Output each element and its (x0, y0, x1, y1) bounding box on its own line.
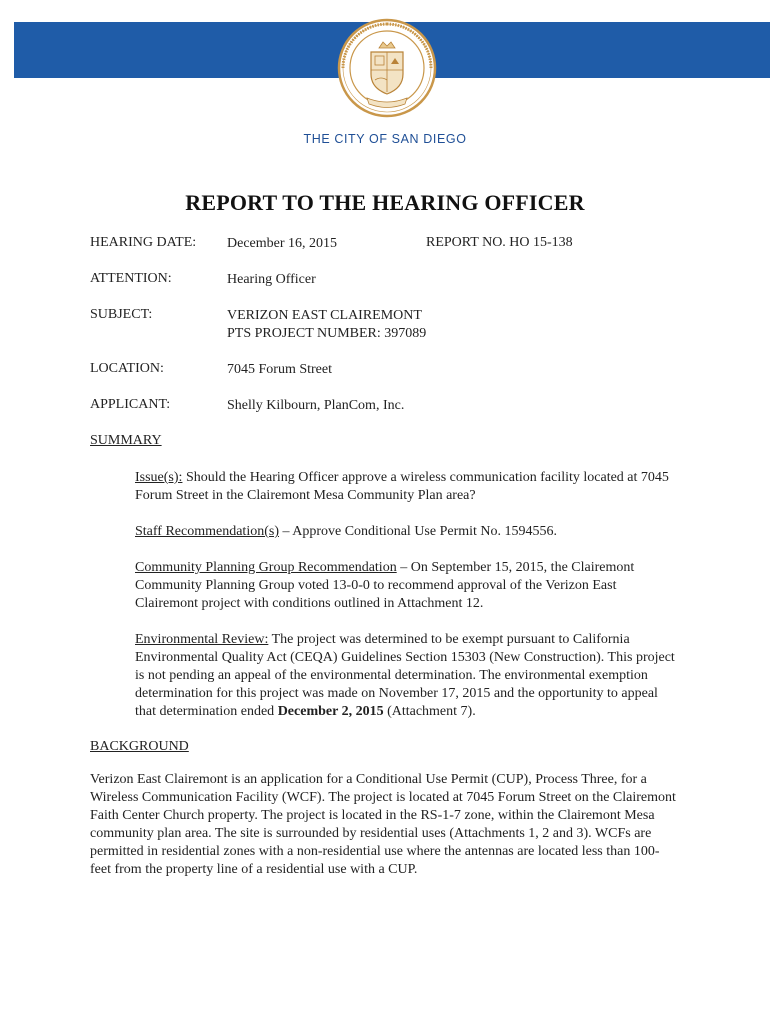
subject-label: SUBJECT: (90, 307, 153, 322)
hearing-date-label: HEARING DATE: (90, 235, 197, 250)
subject-line-1: VERIZON EAST CLAIREMONT (227, 308, 422, 323)
report-title: REPORT TO THE HEARING OFFICER (185, 190, 585, 215)
attention-label: ATTENTION: (90, 271, 172, 286)
staff-recommendation-label: Staff Recommendation(s) (135, 524, 279, 539)
environmental-review-label: Environmental Review: (135, 632, 269, 647)
cpg-recommendation-text: – On September 15, 2015, the Clairemont Community Planning Group voted 13-0-0 to recommend approval of the Verizon East Clairemont project with conditions outlined in Attachment 12. (135, 560, 635, 611)
subject-line-2: PTS PROJECT NUMBER: 397089 (227, 326, 427, 341)
background-heading: BACKGROUND (90, 739, 189, 754)
applicant-label: APPLICANT: (90, 397, 171, 412)
location-value: 7045 Forum Street (227, 362, 332, 377)
environmental-review-tail: (Attachment 7). (383, 704, 476, 719)
location-label: LOCATION: (90, 361, 164, 376)
environmental-review-paragraph (135, 631, 680, 721)
summary-heading: SUMMARY (90, 433, 162, 448)
appeal-end-date: December 2, 2015 (277, 704, 384, 719)
city-name: THE CITY OF SAN DIEGO (303, 132, 467, 146)
environmental-review-text: The project was determined to be exempt pursuant to California Environmental Quality Act (CEQA) Guidelines Section 15303 (New Construction). This project is not pending an appeal of the environmental determination. The environmental exemption determination for this project was made on November 17, 2015 and the opportunity to appeal that determination ended (135, 632, 675, 719)
applicant-value: Shelly Kilbourn, PlanCom, Inc. (227, 398, 405, 413)
staff-recommendation-paragraph (135, 523, 680, 541)
issue-label: Issue(s): (135, 470, 183, 485)
issue-paragraph (135, 469, 680, 505)
cpg-recommendation-paragraph (135, 559, 680, 613)
attention-value: Hearing Officer (227, 272, 316, 287)
city-seal-logo (337, 18, 437, 118)
hearing-date-value: December 16, 2015 (227, 236, 338, 251)
cpg-recommendation-label: Community Planning Group Recommendation (135, 560, 397, 575)
staff-recommendation-text: – Approve Conditional Use Permit No. 1594556. (279, 524, 558, 539)
background-paragraph: Verizon East Clairemont is an application for a Conditional Use Permit (CUP), Process Three, for a Wireless Communication Facility (WCF). The project is located at 7045 Forum Street on the Clairemont Faith Center Church property. The project is located in the RS-1-7 zone, within the Clairemont Mesa community plan area. The site is surrounded by residential uses (Attachments 1, 2 and 3). WCFs are permitted in residential zones with a non-residential use where the antennas are located less than 100-feet from the property line of a residential use with a CUP. (90, 772, 676, 877)
issue-text: Should the Hearing Officer approve a wireless communication facility located at 7045 Forum Street in the Clairemont Mesa Community Plan area? (135, 470, 669, 503)
report-number: REPORT NO. HO 15-138 (426, 235, 573, 250)
